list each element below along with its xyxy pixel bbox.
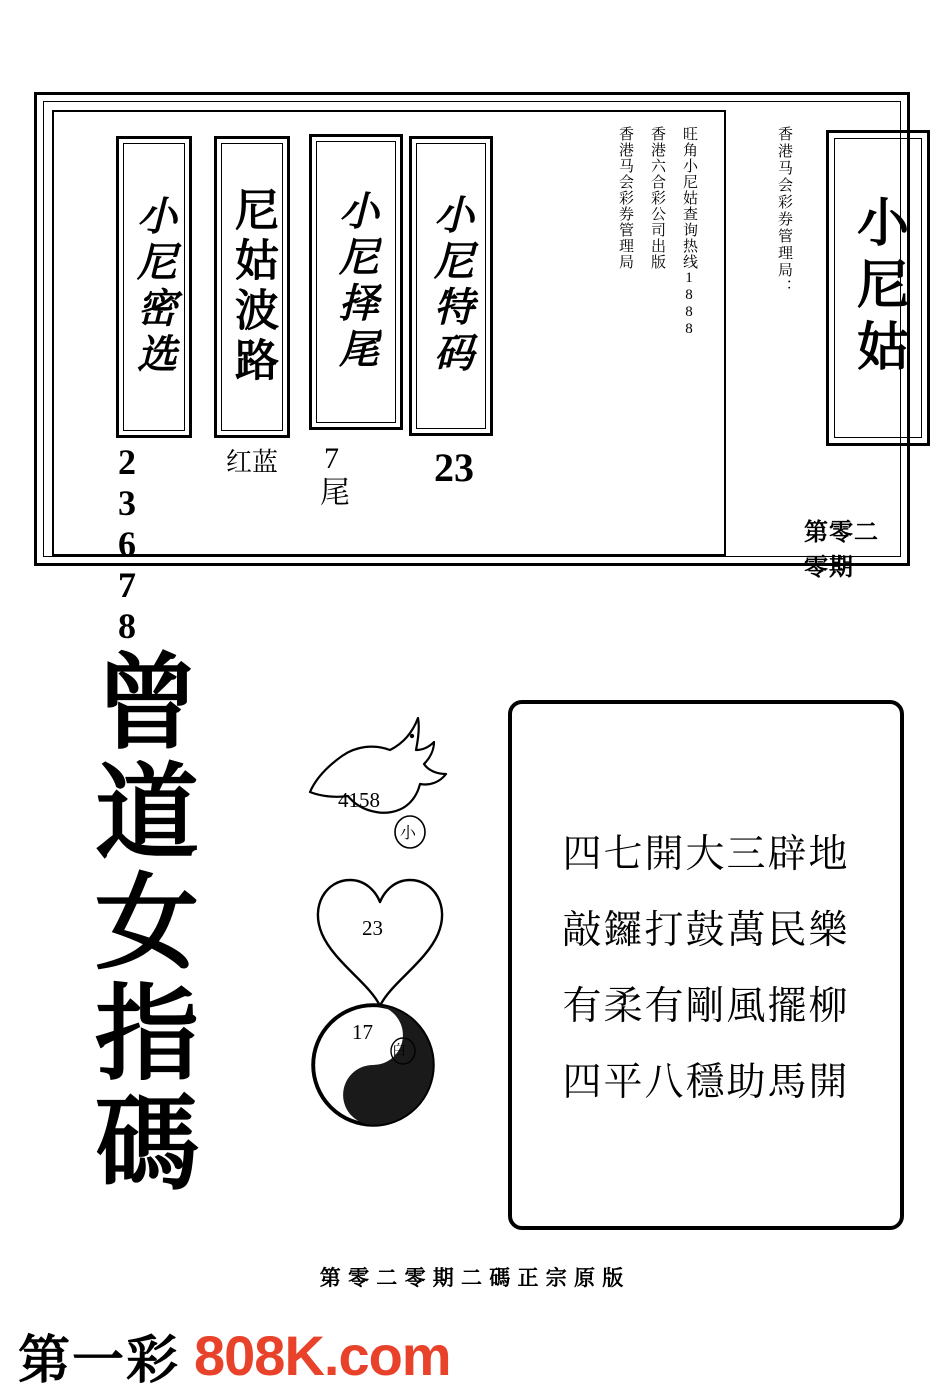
publisher-note: 香港马会彩券管理局： [776, 126, 792, 296]
poem-line-3: 有柔有剛風擺柳 [562, 984, 850, 1029]
brand-char-5: 碼 [94, 1081, 199, 1205]
poem-box [508, 700, 904, 1230]
footer-note: 第 零 二 零 期 二 碼 正 宗 原 版 [319, 1266, 625, 1290]
box-mixuan-value: 23678 [107, 442, 147, 647]
poem-line-2: 敲鑼打鼓萬民樂 [562, 908, 850, 953]
watermark-en: 808K.com [194, 1324, 451, 1387]
poem-line-1: 四七開大三辟地 [562, 832, 850, 877]
box-tema [409, 136, 493, 436]
symbol-group [290, 700, 470, 1120]
dove-number: 4158 [338, 788, 380, 812]
issue-label: 第零二零期 [804, 520, 879, 581]
box-mixuan [116, 136, 192, 438]
brand-char-3: 女 [94, 861, 199, 985]
top-panel [34, 92, 910, 647]
caption-authority: 香港马会彩券管理局 [617, 126, 633, 270]
page-title: 小尼姑 [847, 195, 909, 381]
box-zewei-label: 小尼择尾 [332, 190, 380, 374]
dove-tag: 小 [400, 825, 417, 842]
brand-char-2: 道 [94, 751, 199, 875]
watermark [18, 1318, 451, 1393]
box-tema-label: 小尼特码 [427, 194, 475, 378]
watermark-cn: 第一彩 [18, 1330, 181, 1391]
top-panel-content-frame [52, 110, 726, 647]
poem-line-4: 四平八穩助馬開 [562, 1060, 850, 1105]
box-zewei-value-wrap [309, 442, 403, 507]
caption-hotline: 旺角小尼姑查询热线1888 [681, 126, 697, 338]
yinyang-number: 17 [352, 1020, 373, 1044]
caption-publisher: 香港六合彩公司出版 [649, 126, 665, 270]
brand-char-1: 曾 [94, 641, 199, 764]
brand-char-4: 指 [94, 971, 199, 1095]
box-bolu [214, 136, 290, 438]
title-box [826, 130, 930, 446]
box-tema-value: 23 [434, 445, 474, 490]
box-bolu-value: 红蓝 [225, 448, 278, 477]
brand-title [72, 641, 222, 1205]
yinyang-tag: 白 [392, 1044, 406, 1059]
box-zewei-value: 7尾 [315, 442, 348, 507]
box-mixuan-value-wrap [106, 442, 202, 647]
top-panel-inner-border [43, 101, 909, 647]
box-zewei [309, 134, 403, 430]
box-mixuan-label: 小尼密选 [130, 195, 178, 379]
box-bolu-label: 尼姑波路 [227, 187, 278, 387]
dove-icon [290, 700, 470, 840]
heart-number: 23 [362, 916, 383, 940]
